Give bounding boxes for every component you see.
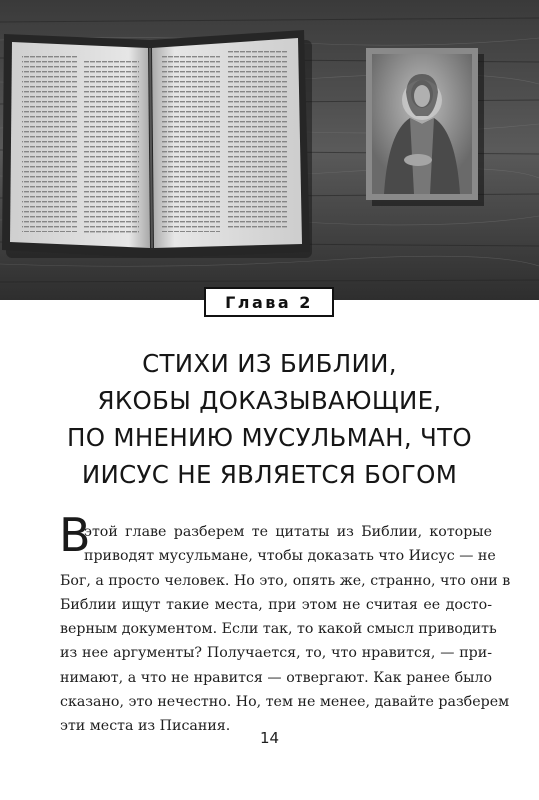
chapter-title-line: ИИСУС НЕ ЯВЛЯЕТСЯ БОГОМ [81,460,458,489]
body-line: Библии ищут такие места, при этом не считая ее досто- [60,596,492,613]
body-line: сказано, это нечестно. Но, тем не менее, давайте разберем [60,694,510,711]
drop-cap: В [59,508,91,562]
chapter-title [30,345,509,493]
page-number: 14 [259,729,280,747]
body-line: нимают, а что не нравится — отвергают. Как ранее было [60,669,492,686]
body-line: эти места из Писания. [60,718,231,735]
body-line: Бог, а просто человек. Но это, опять же, странно, что они в [60,572,511,589]
body-line: этой главе разберем те цитаты из Библии, которые [84,524,492,540]
body-line: приводят мусульмане, чтобы доказать что Иисус — не [84,548,496,565]
header-photo [0,0,539,300]
body-paragraph [59,508,511,739]
chapter-label: Глава 2 [204,287,334,317]
chapter-title-line: ПО МНЕНИЮ МУСУЛЬМАН, ЧТО [66,423,472,452]
body-line: из нее аргументы? Получается, то, что нравится, — при- [60,645,492,662]
chapter-title-line: ЯКОБЫ ДОКАЗЫВАЮЩИЕ, [97,386,442,415]
body-line: верным документом. Если так, то какой смысл приводить [60,621,497,638]
chapter-title-line: СТИХИ ИЗ БИБЛИИ, [142,349,397,378]
